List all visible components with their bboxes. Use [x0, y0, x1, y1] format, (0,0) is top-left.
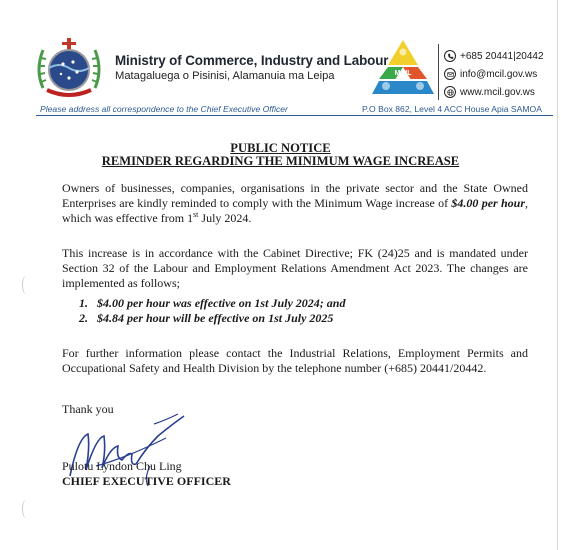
coat-of-arms-icon — [33, 36, 105, 102]
wage-schedule-list — [79, 296, 345, 326]
mcil-logo-icon — [370, 38, 436, 98]
signer-title: CHIEF EXECUTIVE OFFICER — [62, 474, 231, 488]
punch-mark — [22, 500, 30, 518]
header-divider — [438, 44, 439, 100]
paragraph-reminder — [62, 181, 528, 226]
notice-subtitle: REMINDER REGARDING THE MINIMUM WAGE INCREASE — [101, 154, 460, 168]
contact-list — [444, 47, 544, 101]
ordinal-suffix: st — [193, 210, 199, 219]
email-icon — [444, 68, 456, 80]
list-item — [79, 296, 345, 311]
paragraph-contact-info: For further information please contact the Industrial Relations, Employment Permits and Occupational Safety and Health Division by the telephone number (+685) 20441/20442. — [62, 346, 528, 375]
ministry-name-english: Ministry of Commerce, Industry and Labour — [115, 53, 389, 68]
paragraph-reminder-text-a: Owners of businesses, companies, organisations in the private sector and the State Owned Enterprises are kindly reminded to comply with the Minimum Wage increase of — [62, 181, 528, 210]
closing-line: Thank you — [62, 402, 114, 416]
contact-phone — [444, 47, 544, 65]
globe-icon — [444, 86, 456, 98]
correspondence-note: Please address all correspondence to the Chief Executive Officer — [40, 104, 288, 114]
list-item-number: 2. — [79, 311, 88, 325]
contact-website — [444, 83, 544, 101]
paragraph-reminder-text-b: , which was effective from 1 — [62, 196, 528, 225]
paragraph-reminder-text-c: July 2024. — [198, 211, 252, 225]
punch-mark — [22, 276, 30, 294]
phone-icon — [444, 50, 456, 62]
phone-number[interactable]: +685 20441|20442 — [460, 50, 544, 62]
ministry-name-block — [115, 53, 389, 82]
mcil-logo-text: MCIL — [394, 70, 412, 77]
ministry-name-samoan: Matagaluega o Pisinisi, Alamanuia ma Leipa — [115, 70, 335, 82]
postal-address: P.O Box 862, Level 4 ACC House Apia SAMOA — [362, 104, 542, 114]
header-rule — [36, 115, 553, 116]
website-url[interactable]: www.mcil.gov.ws — [460, 86, 535, 98]
notice-heading — [0, 142, 561, 168]
list-item-number: 1. — [79, 296, 88, 310]
notice-title: PUBLIC NOTICE — [230, 141, 331, 155]
contact-email — [444, 65, 544, 83]
signer-name: Pulotu Lyndon Chu Ling — [62, 459, 182, 473]
wage-amount: $4.00 per hour — [451, 196, 525, 210]
paragraph-directive: This increase is in accordance with the Cabinet Directive; FK (24)25 and is mandated under Section 32 of the Labour and Employment Relations Amendment Act 2023. The changes are implemented as follows; — [62, 246, 528, 290]
page-edge — [557, 0, 558, 550]
email-address[interactable]: info@mcil.gov.ws — [460, 68, 538, 80]
list-item-text: $4.84 per hour will be effective on 1st July 2025 — [97, 311, 334, 325]
list-item-text: $4.00 per hour was effective on 1st July 2024; and — [97, 296, 346, 310]
list-item — [79, 311, 345, 326]
